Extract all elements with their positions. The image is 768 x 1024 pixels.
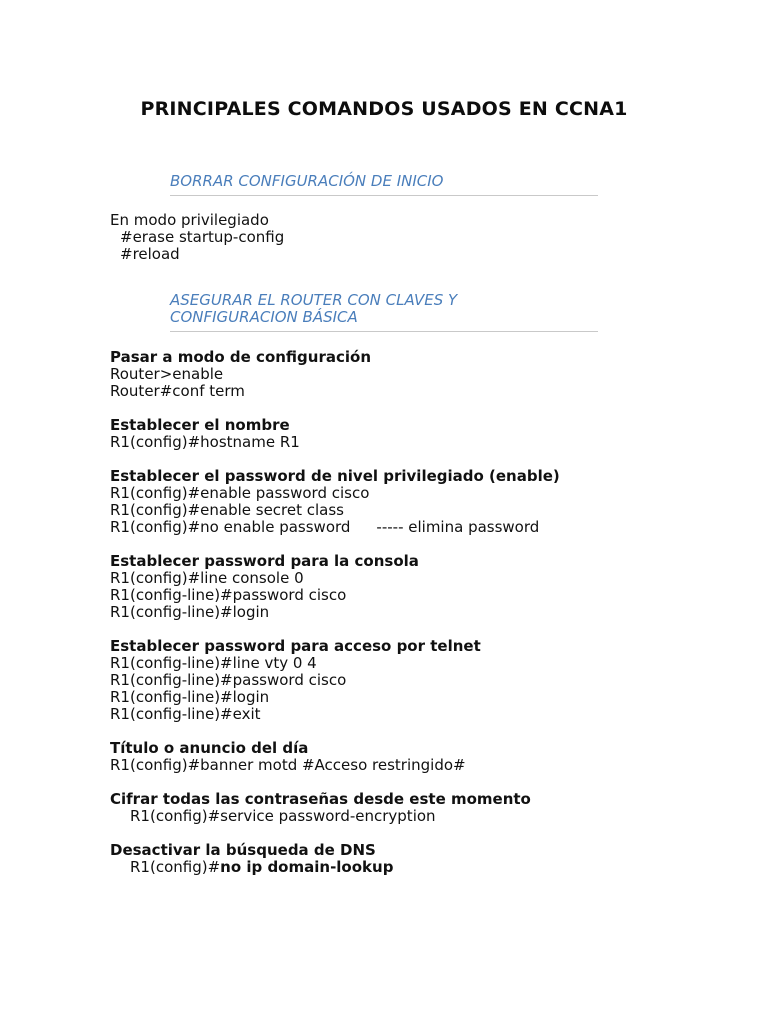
command-line: #erase startup-config bbox=[120, 228, 285, 246]
command-line bbox=[110, 519, 670, 536]
command-line: R1(config-line)#line vty 0 4 bbox=[110, 654, 317, 672]
group-label: Establecer el password de nivel privilegiado (enable) bbox=[110, 467, 560, 485]
command-line: R1(config)#enable password cisco bbox=[110, 484, 370, 502]
command-line: R1(config)#service password-encryption bbox=[130, 807, 436, 825]
hostname-group bbox=[110, 417, 670, 451]
command-line: R1(config-line)#exit bbox=[110, 705, 261, 723]
command-text: no ip domain-lookup bbox=[220, 858, 394, 876]
command-note: ----- elimina password bbox=[376, 518, 540, 536]
command-text: R1(config)#no enable password bbox=[110, 518, 351, 536]
dns-group bbox=[110, 842, 670, 876]
config-mode-group bbox=[110, 349, 670, 400]
section-heading-erase-config bbox=[170, 173, 598, 196]
section-heading-text: BORRAR CONFIGURACIÓN DE INICIO bbox=[170, 172, 444, 190]
command-line: #reload bbox=[120, 245, 180, 263]
command-line: R1(config)#line console 0 bbox=[110, 569, 304, 587]
group-label: Establecer password para la consola bbox=[110, 552, 419, 570]
group-label: Establecer password para acceso por telnet bbox=[110, 637, 481, 655]
console-password-group bbox=[110, 553, 670, 621]
group-label: Título o anuncio del día bbox=[110, 739, 309, 757]
command-line: R1(config)#enable secret class bbox=[110, 501, 344, 519]
section-heading-secure-router bbox=[170, 292, 598, 332]
command-line: Router#conf term bbox=[110, 382, 245, 400]
encryption-group bbox=[110, 791, 670, 825]
mode-note: En modo privilegiado bbox=[110, 211, 269, 229]
command-line bbox=[110, 859, 670, 876]
group-label: Establecer el nombre bbox=[110, 416, 290, 434]
group-label: Pasar a modo de configuración bbox=[110, 348, 372, 366]
group-label: Desactivar la búsqueda de DNS bbox=[110, 841, 376, 859]
erase-config-block bbox=[110, 212, 670, 263]
banner-group bbox=[110, 740, 670, 774]
section-heading-line: ASEGURAR EL ROUTER CON CLAVES Y bbox=[170, 291, 458, 309]
command-prefix: R1(config)# bbox=[130, 858, 221, 876]
enable-password-group bbox=[110, 468, 670, 536]
group-label: Cifrar todas las contraseñas desde este momento bbox=[110, 790, 531, 808]
page-title: PRINCIPALES COMANDOS USADOS EN CCNA1 bbox=[140, 98, 628, 120]
command-line: R1(config-line)#login bbox=[110, 688, 270, 706]
command-line: R1(config-line)#login bbox=[110, 603, 270, 621]
command-line: R1(config)#banner motd #Acceso restringido# bbox=[110, 756, 466, 774]
command-line: R1(config-line)#password cisco bbox=[110, 671, 347, 689]
telnet-password-group bbox=[110, 638, 670, 723]
command-line: R1(config)#hostname R1 bbox=[110, 433, 300, 451]
section-heading-line: CONFIGURACION BÁSICA bbox=[170, 308, 358, 326]
command-line: R1(config-line)#password cisco bbox=[110, 586, 347, 604]
command-line: Router>enable bbox=[110, 365, 224, 383]
